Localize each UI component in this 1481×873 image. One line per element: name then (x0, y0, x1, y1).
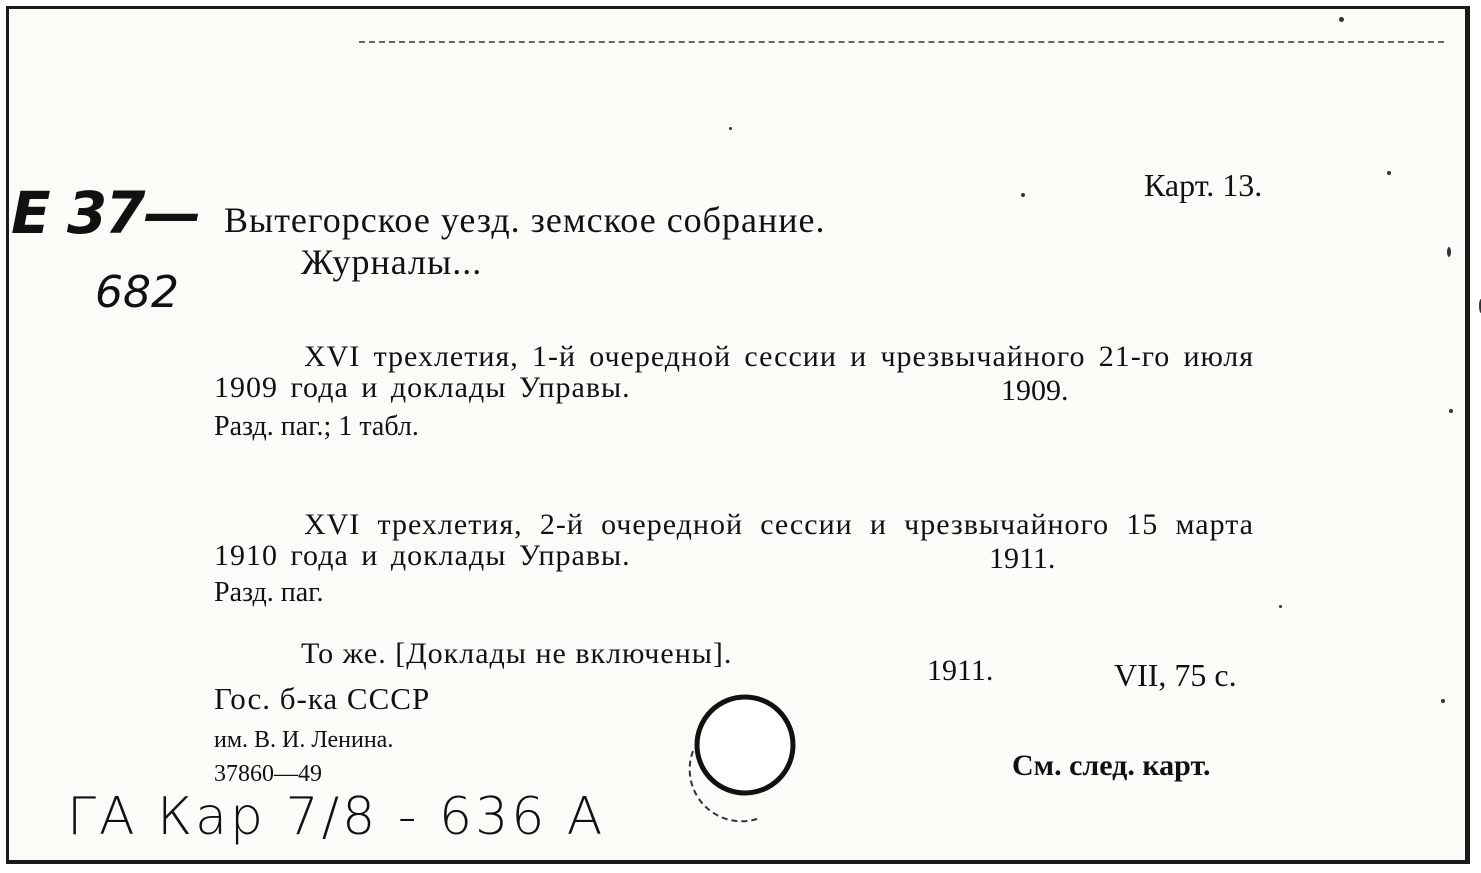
imprint-line-2: им. В. И. Ленина. (214, 727, 394, 753)
speck (1339, 17, 1344, 22)
shelfmark: Е 37— (11, 179, 200, 247)
speck (1441, 699, 1445, 703)
entry-1-pagination: Разд. паг.; 1 табл. (214, 411, 419, 442)
note-pages: VII, 75 с. (1114, 657, 1237, 693)
top-dashed-rule (359, 41, 1444, 43)
punch-hole-icon (661, 681, 821, 841)
see-next-card: См. след. карт. (1012, 749, 1211, 782)
entry-2-body: XVI трехлетия, 2-й очередной сессии и чрезвычайного 15 марта 1910 года и доклады Управы. (214, 508, 1254, 572)
imprint-line-1: Гос. б-ка СССР (214, 681, 431, 716)
card-title: Вытегорское уезд. земское собрание. (224, 200, 826, 240)
imprint-line-3: 37860—49 (214, 761, 322, 787)
speck (1449, 409, 1453, 413)
card-number: Карт. 13. (1144, 167, 1263, 203)
speck (1447, 247, 1451, 257)
entry-2-year: 1911. (989, 542, 1056, 575)
entry-2-pagination: Разд. паг. (214, 577, 324, 608)
archive-mark: ГА Кар 7/8 - 636 А (67, 787, 606, 847)
entry-2-text (214, 509, 1254, 571)
card-subtitle: Журналы... (301, 242, 483, 282)
note-text: То же. [Доклады не включены]. (301, 637, 733, 670)
entry-1-text (214, 341, 1254, 403)
speck (729, 127, 732, 130)
entry-1-year: 1909. (1001, 374, 1069, 407)
note-year: 1911. (927, 654, 994, 687)
shelfmark-sub: 682 (95, 267, 179, 318)
speck (1021, 193, 1025, 197)
speck (1279, 605, 1282, 608)
speck (1387, 171, 1391, 175)
entry-1-body: XVI трехлетия, 1-й очередной сессии и чрезвычайного 21-го июля 1909 года и доклады Управы. (214, 340, 1254, 404)
catalog-card (6, 6, 1470, 864)
